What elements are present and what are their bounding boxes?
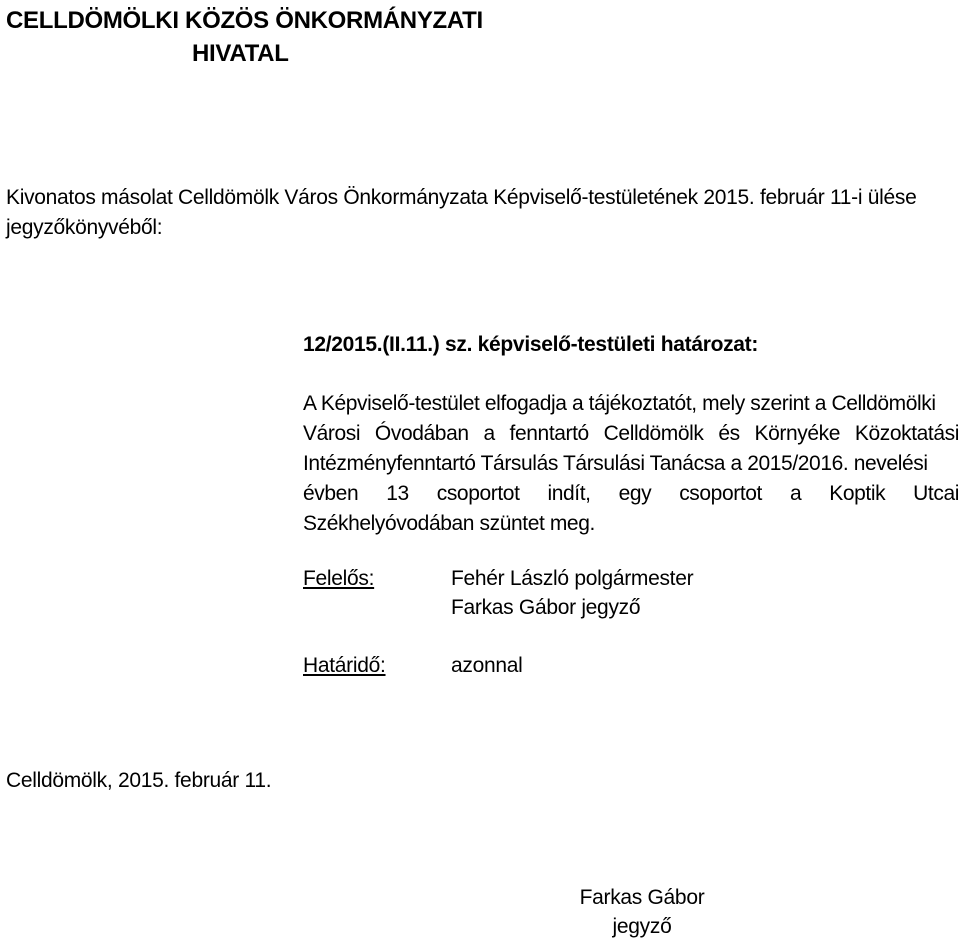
- responsible-value-notary: Farkas Gábor jegyző: [451, 596, 641, 619]
- resolution-text-line: Intézményfenntartó Társulás Társulási Tanácsa a 2015/2016. nevelési: [303, 452, 928, 475]
- resolution-text-line: Városi Óvodában a fenntartó Celldömölk és Környéke Közoktatási: [303, 422, 959, 445]
- resolution-text: [303, 389, 959, 539]
- deadline-value: azonnal: [451, 654, 523, 677]
- signature-block: [556, 883, 728, 941]
- place-and-date: Celldömölk, 2015. február 11.: [6, 769, 272, 792]
- responsible-label: Felelős:: [303, 567, 375, 590]
- office-title: [6, 4, 483, 70]
- resolution-text-line: A Képviselő-testület elfogadja a tájékoztatót, mely szerint a Celldömölki: [303, 392, 936, 415]
- signature-title: jegyző: [612, 915, 672, 938]
- office-title-line-1: CELLDÖMÖLKI KÖZÖS ÖNKORMÁNYZATI: [6, 7, 483, 34]
- deadline-label: Határidő:: [303, 654, 386, 677]
- extract-intro-line-1: Kivonatos másolat Celldömölk Város Önkormányzata Képviselő-testületének 2015. február 11-i ülése: [6, 186, 917, 209]
- office-title-line-2: HIVATAL: [192, 40, 289, 67]
- resolution-text-line: Székhelyóvodában szüntet meg.: [303, 512, 595, 535]
- resolution-number: 12/2015.(II.11.) sz. képviselő-testületi határozat:: [303, 333, 759, 356]
- signature-name: Farkas Gábor: [579, 886, 705, 909]
- responsible-value-mayor: Fehér László polgármester: [451, 567, 694, 590]
- extract-intro: [6, 183, 958, 243]
- resolution-text-line: évben 13 csoportot indít, egy csoportot a Koptik Utcai: [303, 482, 959, 505]
- extract-intro-line-2: jegyzőkönyvéből:: [6, 216, 163, 239]
